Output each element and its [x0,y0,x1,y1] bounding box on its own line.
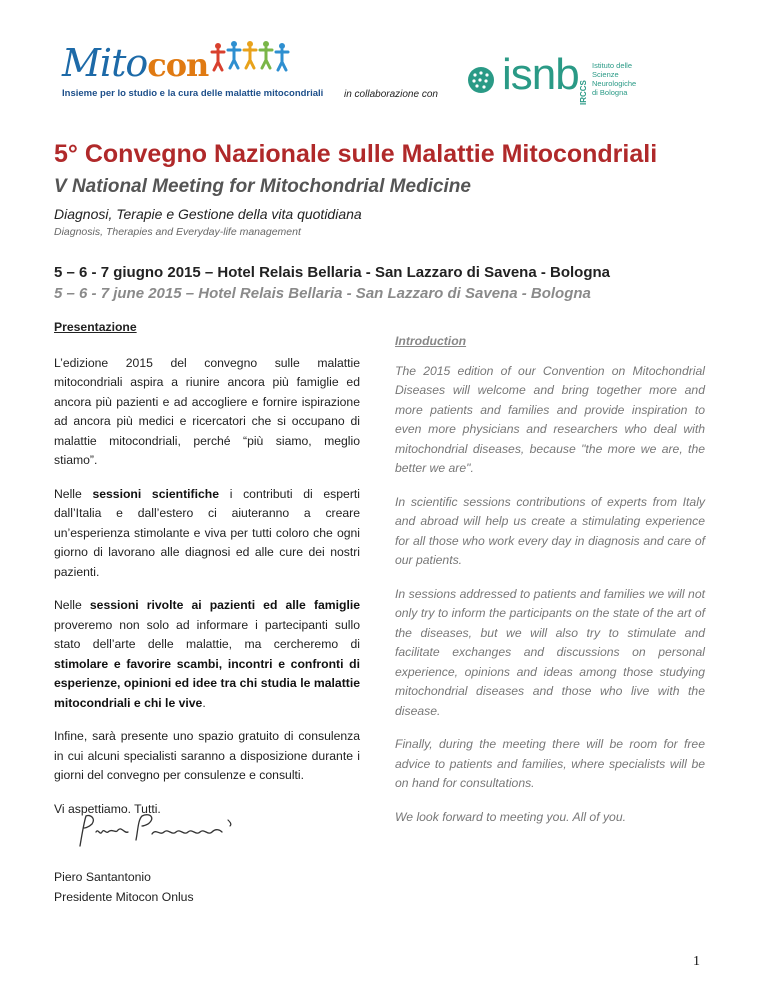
subtitle-english: Diagnosis, Therapies and Everyday-life management [54,226,301,238]
isnb-institute-name [592,61,662,97]
event-date-venue: 5 – 6 - 7 giugno 2015 – Hotel Relais Bellaria - San Lazzaro di Savena - Bologna [54,264,611,281]
text-span: Nelle [54,598,90,612]
paragraph: We look forward to meeting you. All of you. [395,809,626,824]
paragraph: Infine, sarà presente uno spazio gratuito di consulenza in cui alcuni specialisti saranno a disposizione durante i giorni del convegno per consulenze e consulti. [54,729,360,782]
globe-icon [466,65,496,95]
mitocon-logo [62,38,324,108]
section-heading: Presentazione [54,320,137,334]
paragraph [54,596,360,713]
subtitle: Diagnosi, Terapie e Gestione della vita quotidiana [54,206,362,222]
isnb-wordmark: isnb [502,50,579,99]
people-figures-icon [210,38,290,74]
paragraph: Vi aspettiamo. Tutti. [54,801,161,816]
signer-name: Piero Santantonio [54,870,151,884]
page-title-english: V National Meeting for Mitochondrial Medicine [54,176,471,197]
paragraph: L’edizione 2015 del convegno sulle malattie mitocondriali aspira a riunire ancora più famiglie ed ancora più pazienti e ad accogliere e fornire ispirazione ad ancora più medici e ricercatori che si occupano di malattie mitocondriali, perché “più siamo, meglio stiamo”. [54,355,360,467]
paragraph: Finally, during the meeting there will be room for free advice to patients and families, where specialists will be on hand for consultations. [395,737,705,790]
handwritten-signature [72,810,242,852]
text-span: proveremo non solo ad informare i partecipanti sullo stato dell’arte delle malattie, ma cercheremo di [54,617,360,651]
page-title: 5° Convegno Nazionale sulle Malattie Mitocondriali [54,140,658,168]
isnb-name-line: Scienze Neurologiche [592,70,637,88]
mitocon-word-main: Mito [62,41,148,85]
isnb-name-line: di Bologna [592,88,628,97]
italian-column [54,318,360,819]
mitocon-wordmark [62,41,209,85]
paragraph: In scientific sessions contributions of experts from Italy and abroad will help us create a stimulating experience for all those who work every day in diagnosis and care of our patients. [395,494,705,567]
mitocon-tagline: Insieme per lo studio e la cura delle malattie mitocondriali [62,88,324,99]
text-span: . [202,695,206,710]
signer-role: Presidente Mitocon Onlus [54,889,194,904]
isnb-name-line: Istituto delle [592,61,633,70]
collaboration-label: in collaborazione con [344,89,438,100]
paragraph: In sessions addressed to patients and families we will not only try to inform the participants on the state of the art of the diseases, but we will also try to stimulate and facilitate exchanges and discussions on personal experience, opinions and ideas among those studying mitochondrial diseases and those who live with the disease. [395,586,705,718]
text-span: Nelle [54,486,93,501]
bold-text: sessioni scientifiche [92,486,219,501]
bold-text: stimolare e favorire scambi, incontri e confronti di esperienze, opinioni ed idee tra chi studia le malattie mitocondriali e chi le vive [54,656,360,710]
page-number: 1 [693,954,700,969]
isnb-logo [466,45,636,113]
section-heading-english: Introduction [395,334,467,348]
paragraph: The 2015 edition of our Convention on Mitochondrial Diseases will welcome and bring together more and more patients and families and provide inspiration to even more physicians and researchers who deal with mitochondrial diseases, because "the more we are, the better we are". [395,363,705,475]
bold-text: sessioni rivolte ai pazienti ed alle famiglie [89,598,360,612]
english-column [395,332,705,827]
irccs-label: IRCCS [579,80,588,105]
paragraph [54,485,360,583]
signer-block [54,868,194,907]
text-span: i contributi di esperti dall’Italia e dall’estero ci aiuteranno a creare un’esperienza stimolante e viva per tutti coloro che ogni giorno di lavorano alle diagnosi ed alle cure dei nostri pazienti. [54,486,360,579]
mitocon-word-accent: con [147,46,209,84]
event-date-venue-english: 5 – 6 - 7 june 2015 – Hotel Relais Bellaria - San Lazzaro di Savena - Bologna [54,285,591,302]
